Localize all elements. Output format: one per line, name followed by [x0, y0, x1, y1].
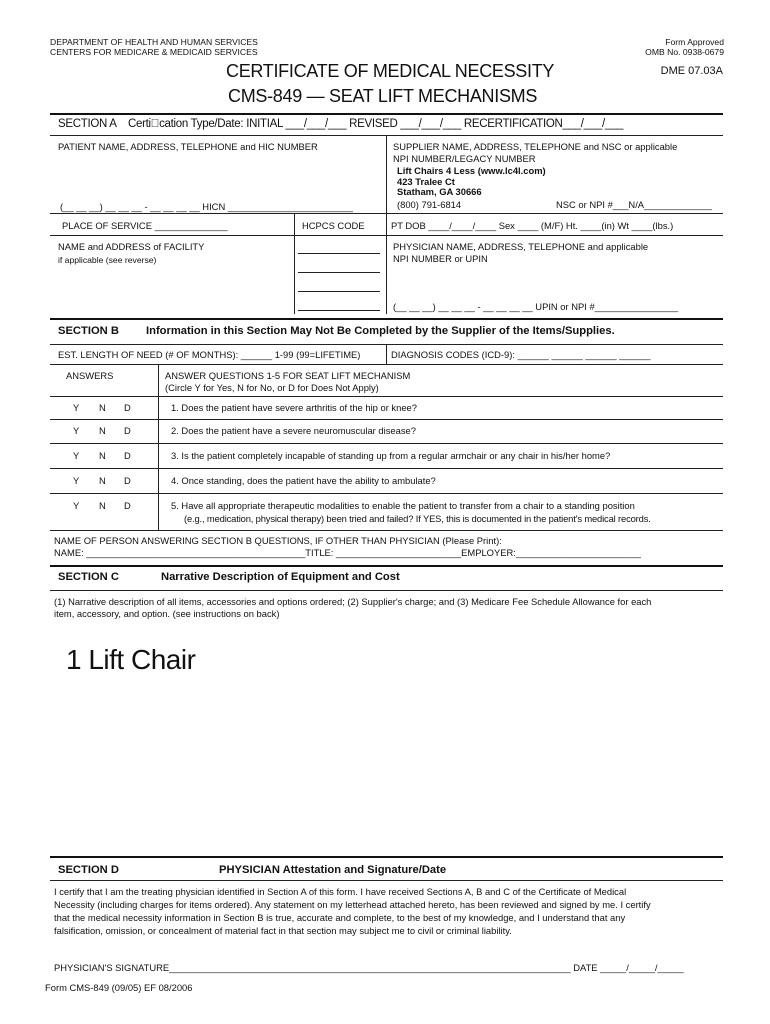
patient-dob-sex-height-weight[interactable]: PT DOB ____/____/____ Sex ____ (M/F) Ht. ____(in) Wt ____(lbs.) — [391, 220, 674, 231]
est-length-of-need-field[interactable]: EST. LENGTH OF NEED (# OF MONTHS): ______ 1-99 (99=LIFETIME) — [58, 349, 361, 360]
q4-yes[interactable]: Y — [73, 475, 80, 486]
question-4: 4. Once standing, does the patient have the ability to ambulate? — [171, 475, 436, 486]
answers-column-label: ANSWERS — [66, 370, 114, 381]
hcpcs-code-line-2[interactable] — [298, 272, 380, 273]
supplier-street: 423 Tralee Ct — [397, 176, 455, 187]
hcpcs-code-line-1[interactable] — [298, 253, 380, 254]
form-subtitle: CMS-849 — SEAT LIFT MECHANISMS — [228, 86, 538, 106]
section-c-label: SECTION C — [58, 571, 119, 583]
attestation-line-4: falsification, omission, or concealment of material fact in that section may subject me to civil or criminal liability. — [54, 925, 512, 936]
narrative-instructions-sub: item, accessory, and option. (see instructions on back) — [54, 608, 280, 619]
attestation-line-2: Necessity (including charges for items ordered). Any statement on my letterhead attached hereto, has been reviewed and signed by me. I certify — [54, 899, 651, 910]
question-1: 1. Does the patient have severe arthritis of the hip or knee? — [171, 402, 417, 413]
certification-type-line[interactable]: Certi cation Type/Date: INITIAL ___/___/___ REVISED ___/___/___ RECERTIFICATION___/___/___ — [128, 118, 624, 130]
narrative-description-field[interactable]: 1 Lift Chair — [66, 644, 196, 675]
physician-phone-upin-field[interactable]: (__ __ __) __ __ __ - __ __ __ __ UPIN or NPI #________________ — [393, 301, 679, 312]
patient-info-label: PATIENT NAME, ADDRESS, TELEPHONE and HIC NUMBER — [58, 141, 318, 152]
answerer-label: NAME OF PERSON ANSWERING SECTION B QUESTIONS, IF OTHER THAN PHYSICIAN (Please Print): — [54, 535, 502, 546]
section-d-label: SECTION D — [58, 864, 119, 876]
supplier-name: Lift Chairs 4 Less (www.lc4l.com) — [397, 165, 546, 176]
form-title: CERTIFICATE OF MEDICAL NECESSITY — [226, 61, 555, 81]
hcpcs-code-line-3[interactable] — [298, 291, 380, 292]
dme-code: DME 07.03A — [660, 65, 723, 77]
answerer-name-title-employer-field[interactable]: NAME: __________________________________________TITLE: ________________________EMPLOYER:________________________ — [54, 547, 641, 558]
omb-number: OMB No. 0938-0679 — [645, 47, 724, 57]
section-a-label: SECTION A — [58, 118, 117, 130]
supplier-npi-label: NPI NUMBER/LEGACY NUMBER — [393, 153, 536, 164]
question-2: 2. Does the patient have a severe neuromuscular disease? — [171, 425, 416, 436]
attestation-line-1: I certify that I am the treating physician identified in Section A of this form. I have received Sections A, B and C of the Certificate of Medical — [54, 886, 627, 897]
q5-no[interactable]: N — [99, 500, 106, 511]
q1-no[interactable]: N — [99, 402, 106, 413]
supplier-phone: (800) 791-6814 — [397, 199, 462, 210]
narrative-instructions: (1) Narrative description of all items, accessories and options ordered; (2) Supplier's charge; and (3) Medicare Fee Schedule Allowance for each — [54, 596, 652, 607]
q3-does-not-apply[interactable]: D — [124, 450, 131, 461]
q1-does-not-apply[interactable]: D — [124, 402, 131, 413]
q5-yes[interactable]: Y — [73, 500, 80, 511]
q2-does-not-apply[interactable]: D — [124, 425, 131, 436]
q1-yes[interactable]: Y — [73, 402, 80, 413]
supplier-city: Statham, GA 30666 — [397, 186, 482, 197]
hcpcs-code-line-4[interactable] — [298, 310, 380, 311]
q4-does-not-apply[interactable]: D — [124, 475, 131, 486]
form-approved-label: Form Approved — [665, 37, 724, 47]
questions-instructions-sub: (Circle Y for Yes, N for No, or D for Does Not Apply) — [165, 382, 379, 393]
q2-yes[interactable]: Y — [73, 425, 80, 436]
questions-instructions: ANSWER QUESTIONS 1-5 FOR SEAT LIFT MECHANISM — [165, 370, 411, 381]
section-c-heading: Narrative Description of Equipment and Cost — [161, 571, 400, 583]
question-3: 3. Is the patient completely incapable of standing up from a regular armchair or any chair in his/her home? — [171, 450, 611, 461]
section-b-label: SECTION B — [58, 325, 119, 337]
q2-no[interactable]: N — [99, 425, 106, 436]
hcpcs-code-label: HCPCS CODE — [302, 220, 365, 231]
supplier-info-label: SUPPLIER NAME, ADDRESS, TELEPHONE and NSC or applicable — [393, 141, 678, 152]
physician-info-label: PHYSICIAN NAME, ADDRESS, TELEPHONE and applicable — [393, 241, 649, 252]
facility-sublabel: if applicable (see reverse) — [58, 255, 157, 265]
attestation-line-3: that the medical necessity information in Section B is true, accurate and complete, to the best of my knowledge, and I understand that any — [54, 912, 626, 923]
patient-phone-hicn-field[interactable]: (__ __ __) __ __ __ - __ __ __ __ HICN ________________________ — [60, 201, 353, 212]
q5-does-not-apply[interactable]: D — [124, 500, 131, 511]
facility-label: NAME and ADDRESS of FACILITY — [58, 241, 205, 252]
q3-no[interactable]: N — [99, 450, 106, 461]
section-b-heading: Information in this Section May Not Be Completed by the Supplier of the Items/Supplies. — [146, 325, 615, 337]
place-of-service-field[interactable]: PLACE OF SERVICE ______________ — [62, 220, 228, 231]
q3-yes[interactable]: Y — [73, 450, 80, 461]
department-name: DEPARTMENT OF HEALTH AND HUMAN SERVICES — [50, 37, 258, 47]
diagnosis-codes-field[interactable]: DIAGNOSIS CODES (ICD-9): ______ ______ ______ ______ — [391, 349, 651, 360]
question-5: 5. Have all appropriate therapeutic modalities to enable the patient to transfer from a chair to a standing position — [171, 500, 635, 511]
physician-npi-label: NPI NUMBER or UPIN — [393, 253, 488, 264]
question-5-continued: (e.g., medication, physical therapy) been tried and failed? If YES, this is documented in the patient's medical records. — [184, 513, 651, 524]
q4-no[interactable]: N — [99, 475, 106, 486]
agency-name: CENTERS FOR MEDICARE & MEDICAID SERVICES — [50, 47, 258, 57]
supplier-nsc-npi[interactable]: NSC or NPI #___N/A_____________ — [556, 199, 712, 210]
form-identifier: Form CMS-849 (09/05) EF 08/2006 — [45, 982, 193, 993]
physician-signature-date-field[interactable]: PHYSICIAN'S SIGNATURE_____________________________________________________________________________ DATE _____/_____/_____ — [54, 962, 684, 973]
section-d-heading: PHYSICIAN Attestation and Signature/Date — [219, 864, 447, 876]
